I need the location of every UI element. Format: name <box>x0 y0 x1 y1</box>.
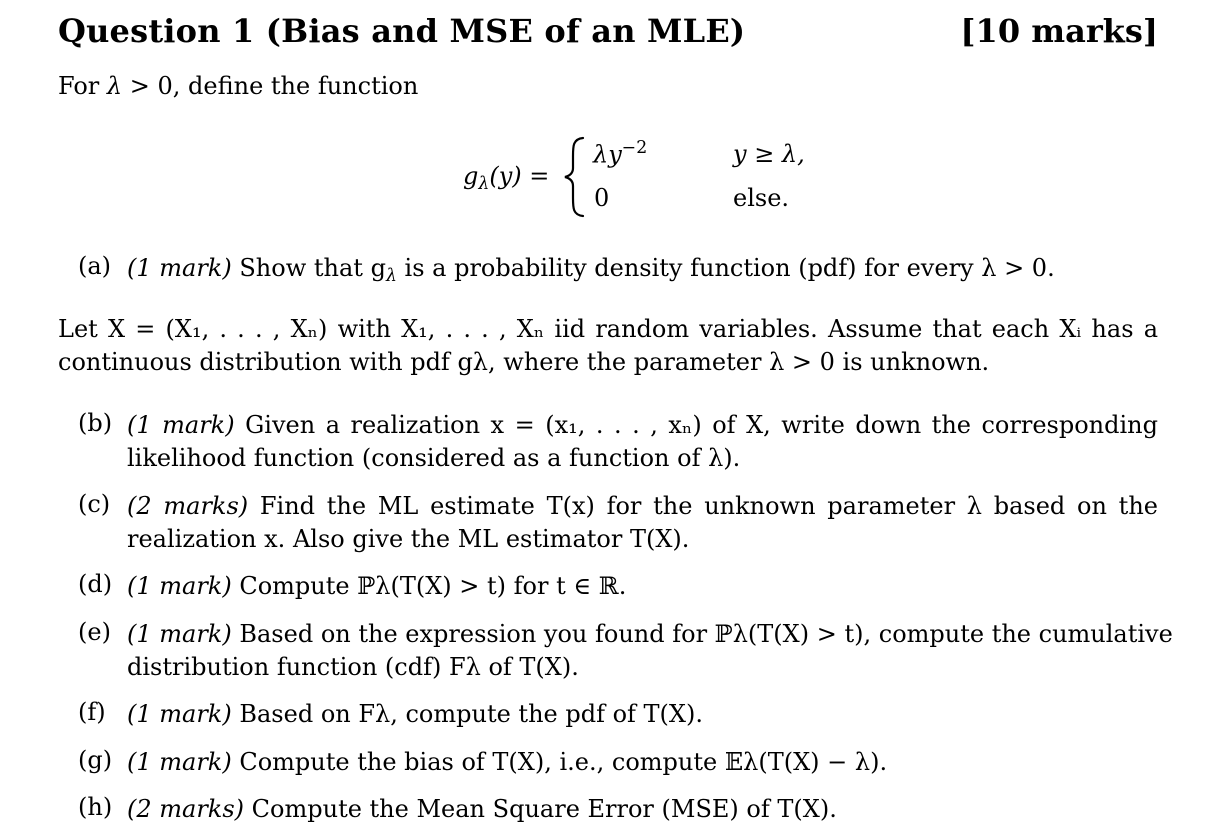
item-line-1: Given a realization x = (x₁, . . . , xₙ) of X, write down the corresponding <box>245 411 1158 439</box>
question-marks: [10 marks] <box>960 12 1158 50</box>
item-label: (h) <box>78 793 113 821</box>
item-line-1: Find the ML estimate T(x) for the unknown parameter λ based on the <box>259 492 1158 520</box>
item-line-2: realization x. Also give the ML estimator T(X). <box>127 525 690 553</box>
item-label: (c) <box>78 490 111 518</box>
intro-lambda: λ <box>106 72 123 100</box>
formula-g-sub: λ <box>478 173 490 194</box>
item-mark: (1 mark) <box>127 572 232 600</box>
formula-arg: (y) = <box>489 162 550 190</box>
case2-expression: 0 <box>594 184 610 212</box>
case1-condition: y ≥ λ, <box>733 140 805 168</box>
item-label: (e) <box>78 618 111 646</box>
formula-g: g <box>463 162 479 190</box>
paragraph-line-2: continuous distribution with pdf gλ, where the parameter λ > 0 is unknown. <box>58 348 990 376</box>
question-header <box>58 12 1158 56</box>
left-brace-icon <box>563 136 587 218</box>
item-mark: (1 mark) <box>127 411 235 439</box>
item-mark: (1 mark) <box>127 254 232 282</box>
case1-expr: λy <box>593 140 622 169</box>
item-line-2: distribution function (cdf) Fλ of T(X). <box>127 653 579 681</box>
item-mark: (1 mark) <box>127 748 232 776</box>
item-text: Show that g <box>239 254 386 282</box>
item-text-rest: is a probability density function (pdf) for every λ > 0. <box>396 254 1055 282</box>
item-text: Compute the bias of T(X), i.e., compute 𝔼λ(T(X) − λ). <box>239 748 888 776</box>
item-text: Compute the Mean Square Error (MSE) of T(X). <box>251 795 837 823</box>
item-line-2: likelihood function (considered as a function of λ). <box>127 444 741 472</box>
intro-define: > 0, define the function <box>129 72 419 100</box>
question-title: Question 1 (Bias and MSE of an MLE) <box>58 12 746 50</box>
item-label: (g) <box>78 746 113 774</box>
item-text: Based on Fλ, compute the pdf of T(X). <box>239 700 703 728</box>
item-mark: (1 mark) <box>127 700 232 728</box>
item-mark: (1 mark) <box>127 620 232 648</box>
item-mark: (2 marks) <box>127 492 249 520</box>
case2-condition: else. <box>733 184 790 212</box>
question-page <box>58 0 1173 840</box>
pdf-formula <box>463 132 823 222</box>
intro-line <box>58 72 418 100</box>
item-text: Compute ℙλ(T(X) > t) for t ∈ ℝ. <box>239 572 627 600</box>
case1-exponent: −2 <box>621 138 648 158</box>
item-text-sub: λ <box>385 265 397 286</box>
case1-expression <box>593 138 647 169</box>
intro-for: For <box>58 72 100 100</box>
item-label: (b) <box>78 409 113 437</box>
paragraph-line-1: Let X = (X₁, . . . , Xₙ) with X₁, . . . , Xₙ iid random variables. Assume that each Xᵢ has a <box>58 315 1158 343</box>
item-label: (d) <box>78 570 113 598</box>
item-label: (a) <box>78 252 112 280</box>
item-mark: (2 marks) <box>127 795 245 823</box>
item-label: (f) <box>78 698 106 726</box>
formula-lhs <box>463 162 549 194</box>
item-line-1: Based on the expression you found for ℙλ(T(X) > t), compute the cumulative <box>239 620 1173 648</box>
